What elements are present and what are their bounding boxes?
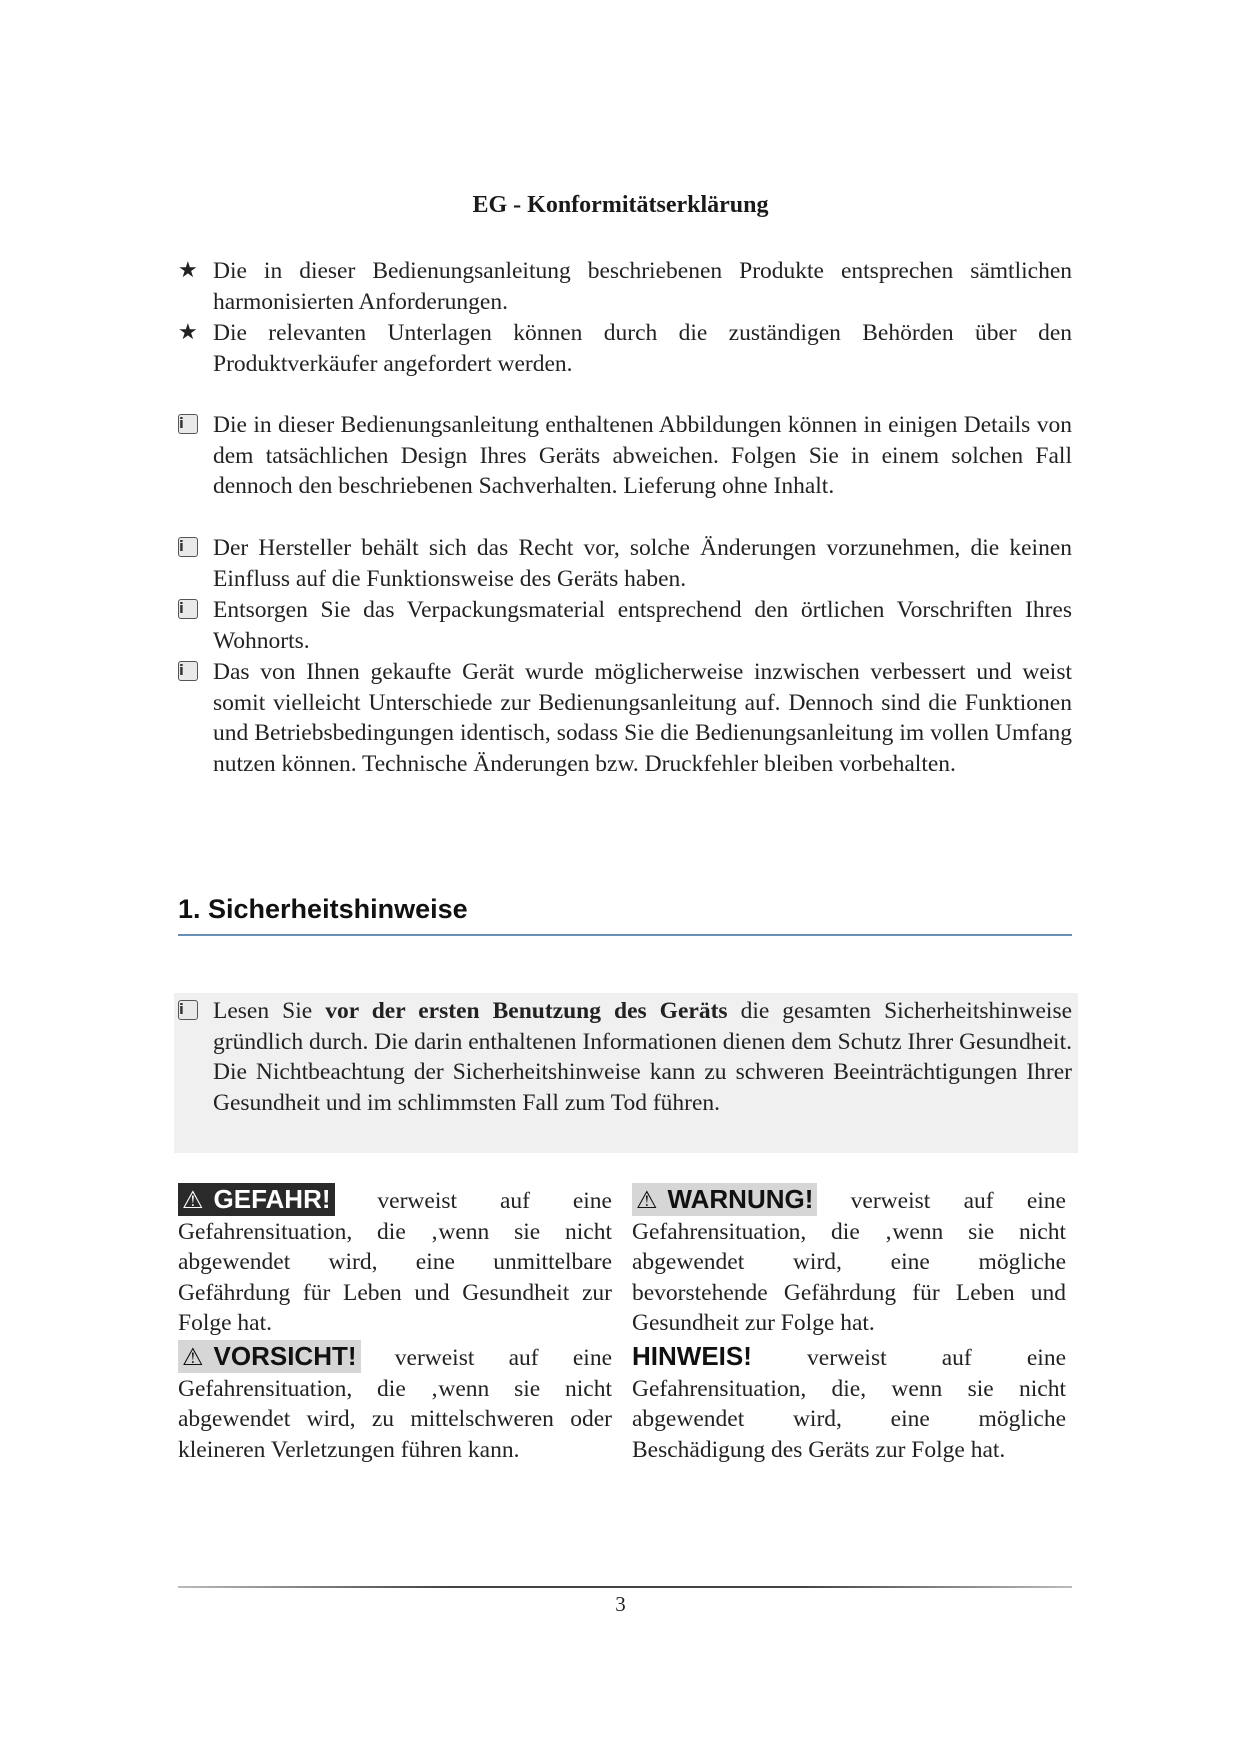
- hinweis-text: verweist auf eine Gefahrensituation, die, wenn sie nicht abgewendet wird, eine mögliche Beschädigung des Geräts zur Folge hat.: [632, 1345, 1067, 1463]
- note-text: Das von Ihnen gekaufte Gerät wurde möglicherweise inzwischen verbessert und weist somit vielleicht Unterschiede zur Bedienungsanleitung auf. Dennoch sind die Funktionen und Betriebsbedingungen identisch, sodass Sie die Bedienungsanleitung im vollen Umfang nutzen können. Technische Änderungen bzw. Druckfehler bleiben vorbehalten.: [213, 659, 1072, 777]
- vorsicht-text: verweist auf eine Gefahrensituation, die ‚wenn sie nicht abgewendet wird, zu mittelschweren oder kleineren Verletzungen führen kann.: [178, 1345, 613, 1463]
- intro-before: Lesen Sie: [213, 998, 313, 1024]
- section-heading: 1. Sicherheitshinweise: [178, 894, 468, 924]
- footer-divider: [178, 1586, 1072, 1588]
- info-icon: i: [178, 1000, 198, 1020]
- warnung-text: verweist auf eine Gefahrensituation, die ‚wenn sie nicht abgewendet wird, eine mögliche bevorstehende Gefährdung für Leben und Gesundheit zur Folge hat.: [632, 1188, 1066, 1336]
- info-icon: i: [178, 414, 198, 434]
- safety-intro: [178, 996, 1072, 1118]
- warning-triangle-icon: ⚠: [182, 1186, 204, 1214]
- vorsicht-label: ⚠ VORSICHT!: [178, 1340, 361, 1373]
- note-text: Die in dieser Bedienungsanleitung enthaltenen Abbildungen können in einigen Details von dem tatsächlichen Design Ihres Geräts abweichen. Folgen Sie in einem solchen Fall dennoch den beschriebenen Sachverhalten. Lieferung ohne Inhalt.: [213, 412, 1072, 499]
- signal-warnung: [632, 1183, 1066, 1339]
- heading-divider: [178, 934, 1072, 936]
- safety-intro-text: [213, 996, 1072, 1118]
- note-item: [178, 410, 1072, 502]
- note-item: [178, 595, 1072, 656]
- warnung-label: ⚠ WARNUNG!: [632, 1183, 817, 1216]
- gefahr-text: verweist auf eine Gefahrensituation, die ‚wenn sie nicht abgewendet wird, eine unmittelbare Gefährdung für Leben und Gesundheit zur Folge hat.: [178, 1188, 612, 1336]
- conformity-item: [178, 256, 1072, 317]
- signal-hinweis: [632, 1340, 1066, 1465]
- warning-triangle-icon: ⚠: [636, 1186, 658, 1214]
- info-icon: i: [178, 537, 198, 557]
- note-item: [178, 533, 1072, 594]
- page-title: EG - Konformitätserklärung: [472, 192, 769, 218]
- conformity-text: Die in dieser Bedienungsanleitung beschriebenen Produkte entsprechen sämtlichen harmonisierten Anforderungen.: [213, 258, 1072, 315]
- intro-bold: vor der ersten Benutzung des Geräts: [325, 998, 728, 1024]
- conformity-item: [178, 318, 1072, 379]
- info-icon: i: [178, 661, 198, 681]
- note-text: Der Hersteller behält sich das Recht vor, solche Änderungen vorzunehmen, die keinen Einfluss auf die Funktionsweise des Geräts haben.: [213, 535, 1072, 592]
- signal-gefahr: [178, 1183, 612, 1339]
- star-icon: ★: [178, 258, 198, 283]
- page-number: 3: [615, 1592, 626, 1616]
- intro-after: die gesamten Sicherheitshinweise gründlich durch. Die darin enthaltenen Informationen dienen dem Schutz Ihrer Gesundheit. Die Nichtbeachtung der Sicherheitshinweise kann zu schweren Beeinträchtigungen Ihrer Gesundheit und im schlimmsten Fall zum Tod führen.: [213, 998, 1073, 1116]
- signal-vorsicht: [178, 1340, 612, 1465]
- info-icon: i: [178, 599, 198, 619]
- note-item: [178, 657, 1072, 779]
- star-icon: ★: [178, 320, 198, 345]
- conformity-text: Die relevanten Unterlagen können durch die zuständigen Behörden über den Produktverkäufer angefordert werden.: [213, 320, 1072, 377]
- hinweis-label: HINWEIS!: [632, 1341, 752, 1371]
- note-text: Entsorgen Sie das Verpackungsmaterial entsprechend den örtlichen Vorschriften Ihres Wohnorts.: [213, 597, 1072, 654]
- gefahr-label: ⚠ GEFAHR!: [178, 1183, 335, 1216]
- warning-triangle-icon: ⚠: [182, 1343, 204, 1371]
